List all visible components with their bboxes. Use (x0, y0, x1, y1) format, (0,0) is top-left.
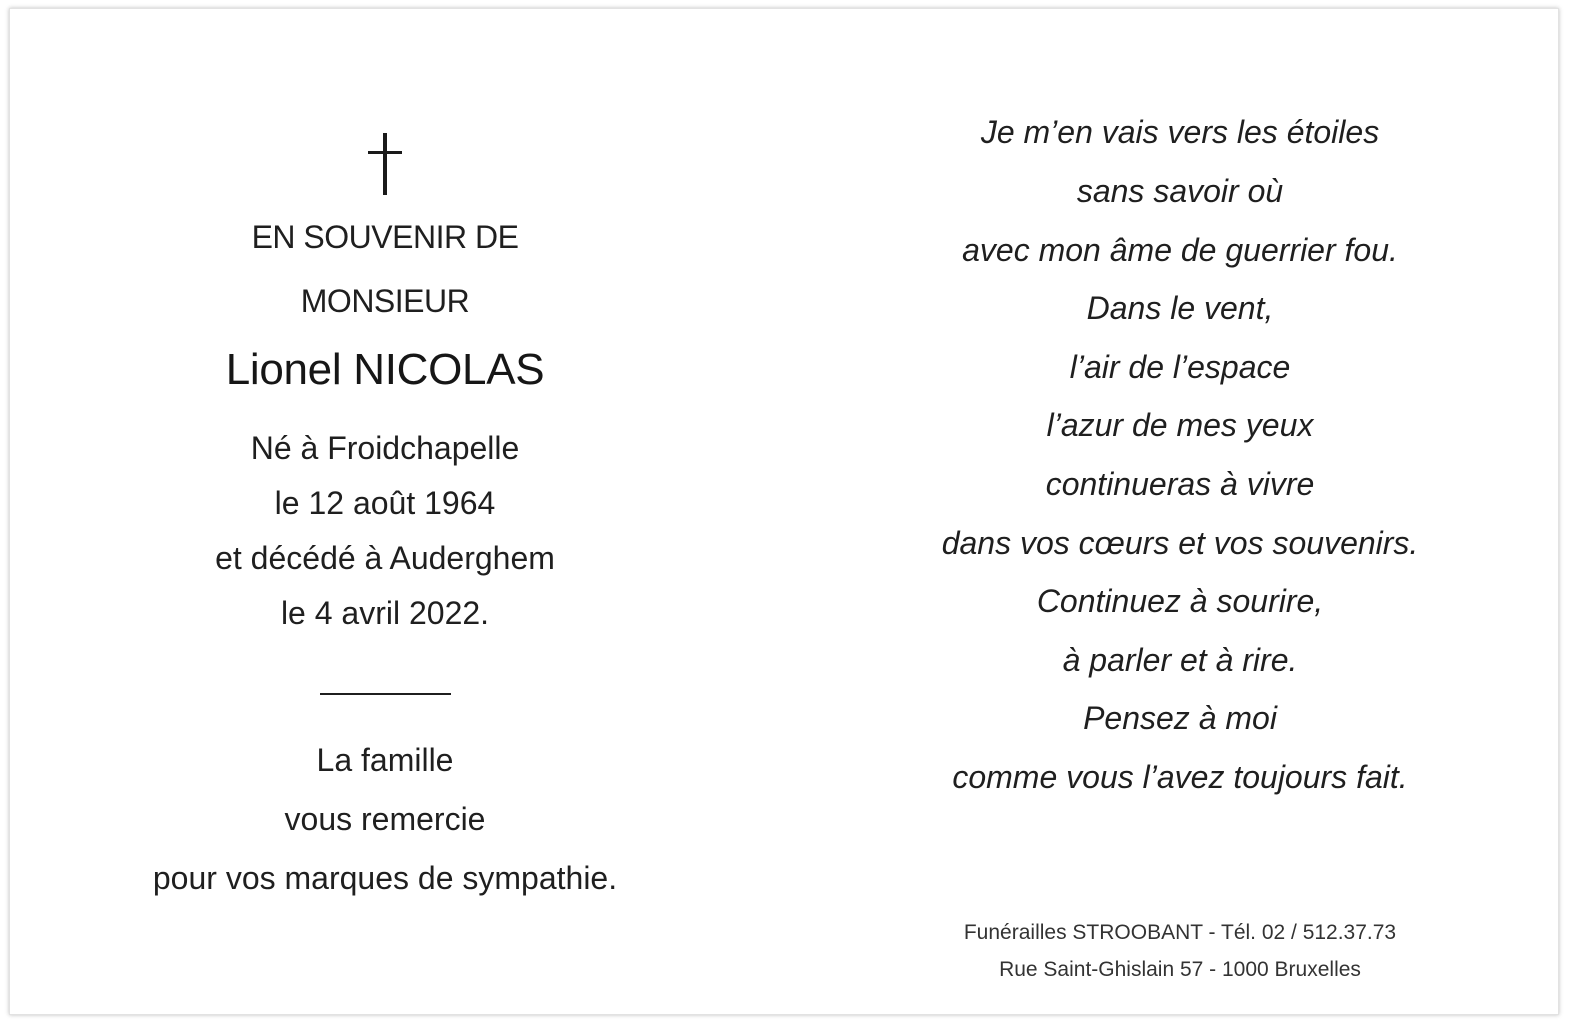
poem-line: continueras à vivre (1045, 466, 1315, 502)
poem-line: avec mon âme de guerrier fou. (962, 232, 1398, 268)
funeral-home-line-2: Rue Saint-Ghislain 57 - 1000 Bruxelles (999, 958, 1361, 981)
birth-place: Né à Froidchapelle (250, 430, 520, 466)
funeral-home-line-1: Funérailles STROOBANT - Tél. 02 / 512.37.73 (963, 921, 1397, 944)
thanks-line-3: pour vos marques de sympathie. (152, 860, 618, 896)
poem-line: comme vous l’avez toujours fait. (952, 759, 1408, 795)
poem-line: sans savoir où (1076, 173, 1284, 209)
poem-line: Continuez à sourire, (1036, 583, 1324, 619)
poem-line: dans vos cœurs et vos souvenirs. (941, 525, 1419, 561)
death-date: le 4 avril 2022. (280, 595, 490, 631)
birth-date: le 12 août 1964 (274, 485, 496, 521)
left-panel (10, 9, 760, 1014)
header-line-2: MONSIEUR (300, 283, 470, 319)
poem-line: l’air de l’espace (1069, 349, 1291, 385)
poem-line: Pensez à moi (1083, 700, 1277, 736)
poem-line: Dans le vent, (1086, 290, 1274, 326)
poem-line: à parler et à rire. (1062, 642, 1298, 678)
thanks-line-2: vous remercie (284, 801, 486, 837)
header-line-1: EN SOUVENIR DE (251, 219, 519, 255)
memorial-card (9, 8, 1559, 1015)
poem-line: l’azur de mes yeux (1046, 407, 1314, 443)
right-panel (790, 9, 1570, 1014)
death-place: et décédé à Auderghem (215, 540, 555, 576)
cross-icon (368, 133, 402, 195)
thanks-line-1: La famille (316, 742, 454, 778)
divider-rule (320, 693, 451, 695)
deceased-name: Lionel NICOLAS (225, 345, 545, 394)
poem-line: Je m’en vais vers les étoiles (980, 114, 1380, 150)
